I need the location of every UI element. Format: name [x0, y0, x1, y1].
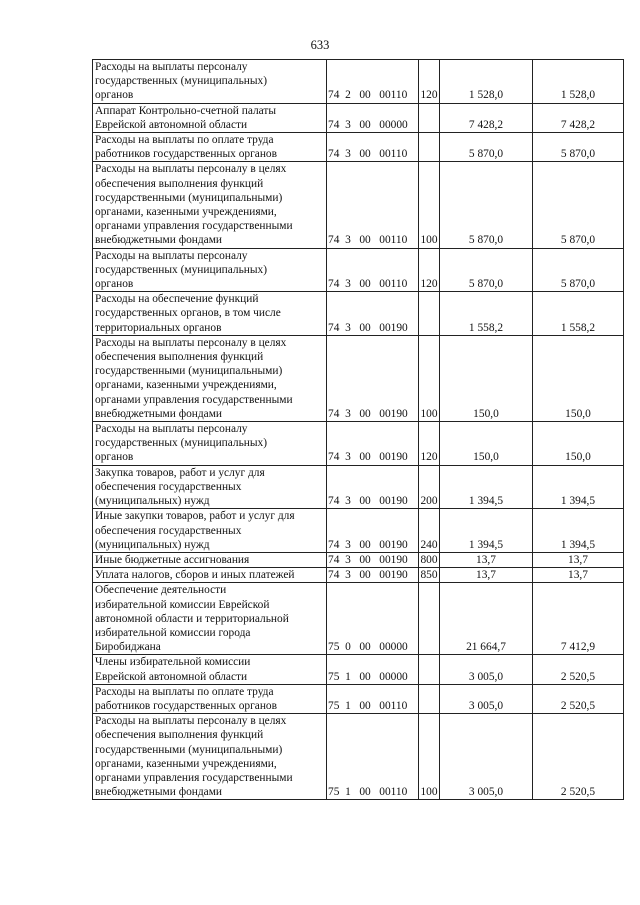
description-line: внебюджетными фондами: [95, 786, 223, 799]
description-line: государственными (муниципальными): [95, 743, 283, 756]
description-line: Иные закупки товаров, работ и услуг для: [95, 510, 295, 523]
code-cell: 74 3 00 00190: [327, 335, 419, 421]
description-line: органами управления государственными: [95, 220, 293, 233]
amount-cell: 3 005,0: [440, 714, 533, 800]
expense-type-cell: [419, 583, 440, 655]
amount-cell: 13,7: [440, 568, 533, 583]
description-line: (муниципальных) нужд: [95, 538, 210, 551]
amount-cell: 1 394,5: [440, 509, 533, 553]
table-row: [93, 103, 624, 132]
expense-type-cell: 100: [419, 335, 440, 421]
table-row: [93, 568, 624, 583]
expense-type-cell: [419, 103, 440, 132]
amount-cell: 3 005,0: [440, 655, 533, 684]
table-row: [93, 684, 624, 713]
code-cell: 74 3 00 00110: [327, 133, 419, 162]
table-row: [93, 465, 624, 509]
table-row: [93, 714, 624, 800]
code-cell: 74 2 00 00110: [327, 60, 419, 104]
description-cell: [93, 684, 327, 713]
description-cell: [93, 552, 327, 567]
amount-cell: 2 520,5: [533, 684, 624, 713]
description-cell: [93, 60, 327, 104]
description-line: органами, казенными учреждениями,: [95, 379, 277, 392]
description-line: Расходы на обеспечение функций: [95, 293, 259, 306]
description-line: обеспечения выполнения функций: [95, 351, 264, 364]
code-cell: 74 3 00 00000: [327, 103, 419, 132]
description-line: государственных (муниципальных): [95, 437, 268, 450]
description-cell: [93, 103, 327, 132]
table-row: [93, 292, 624, 336]
code-cell: 74 3 00 00190: [327, 568, 419, 583]
budget-table-body: [93, 60, 624, 800]
table-row: [93, 655, 624, 684]
expense-type-cell: [419, 133, 440, 162]
amount-cell: 5 870,0: [533, 248, 624, 292]
description-line: Расходы на выплаты персоналу в целях: [95, 163, 287, 176]
amount-cell: 3 005,0: [440, 684, 533, 713]
description-cell: [93, 133, 327, 162]
description-line: автономной области и территориальной: [95, 612, 289, 625]
amount-cell: 2 520,5: [533, 714, 624, 800]
description-line: Расходы на выплаты по оплате труда: [95, 134, 274, 147]
amount-cell: 5 870,0: [533, 162, 624, 248]
description-line: внебюджетными фондами: [95, 234, 223, 247]
amount-cell: 5 870,0: [440, 248, 533, 292]
table-row: [93, 335, 624, 421]
code-cell: 74 3 00 00110: [327, 248, 419, 292]
amount-cell: 5 870,0: [440, 162, 533, 248]
amount-cell: 1 558,2: [533, 292, 624, 336]
code-cell: 74 3 00 00190: [327, 552, 419, 567]
amount-cell: 13,7: [533, 552, 624, 567]
description-line: государственных органов, в том числе: [95, 307, 281, 320]
description-cell: [93, 162, 327, 248]
expense-type-cell: 120: [419, 60, 440, 104]
description-cell: [93, 335, 327, 421]
amount-cell: 1 394,5: [533, 465, 624, 509]
amount-cell: 5 870,0: [533, 133, 624, 162]
expense-type-cell: 240: [419, 509, 440, 553]
amount-cell: 7 428,2: [533, 103, 624, 132]
amount-cell: 1 558,2: [440, 292, 533, 336]
table-row: [93, 583, 624, 655]
description-line: Расходы на выплаты по оплате труда: [95, 685, 274, 698]
code-cell: 75 1 00 00110: [327, 714, 419, 800]
description-line: органами управления государственными: [95, 771, 293, 784]
description-cell: [93, 568, 327, 583]
description-line: Расходы на выплаты персоналу в целях: [95, 715, 287, 728]
code-cell: 74 3 00 00190: [327, 465, 419, 509]
table-row: [93, 509, 624, 553]
amount-cell: 150,0: [533, 422, 624, 466]
table-row: [93, 552, 624, 567]
description-line: государственных (муниципальных): [95, 75, 268, 88]
description-line: Биробиджана: [95, 641, 161, 654]
description-line: органами, казенными учреждениями,: [95, 757, 277, 770]
amount-cell: 150,0: [533, 335, 624, 421]
description-line: работников государственных органов: [95, 699, 278, 712]
amount-cell: 150,0: [440, 335, 533, 421]
description-line: территориальных органов: [95, 321, 222, 334]
amount-cell: 5 870,0: [440, 133, 533, 162]
table-row: [93, 133, 624, 162]
expense-type-cell: [419, 684, 440, 713]
description-line: Еврейской автономной области: [95, 670, 248, 683]
table-row: [93, 248, 624, 292]
table-row: [93, 60, 624, 104]
amount-cell: 150,0: [440, 422, 533, 466]
description-line: органов: [95, 451, 134, 464]
expense-type-cell: 850: [420, 569, 438, 582]
description-line: государственными (муниципальными): [95, 365, 283, 378]
expense-type-cell: 100: [419, 714, 440, 800]
description-line: избирательной комиссии города: [95, 626, 251, 639]
amount-cell: 13,7: [440, 552, 533, 567]
description-cell: [93, 422, 327, 466]
description-line: государственными (муниципальными): [95, 191, 283, 204]
code-cell: 74 3 00 00190: [327, 509, 419, 553]
amount-cell: 1 394,5: [533, 509, 624, 553]
description-cell: [93, 714, 327, 800]
table-row: [93, 422, 624, 466]
description-line: органами управления государственными: [95, 393, 293, 406]
description-line: внебюджетными фондами: [95, 407, 223, 420]
description-line: Расходы на выплаты персоналу в целях: [95, 336, 287, 349]
description-line: обеспечения государственных: [95, 480, 242, 493]
amount-cell: 2 520,5: [533, 655, 624, 684]
amount-cell: 1 394,5: [440, 465, 533, 509]
code-cell: 75 1 00 00000: [327, 655, 419, 684]
code-cell: 75 0 00 00000: [327, 583, 419, 655]
expense-type-cell: 120: [419, 248, 440, 292]
expense-type-cell: 800: [420, 553, 438, 566]
page-number: 633: [310, 38, 330, 52]
description-line: Обеспечение деятельности: [95, 584, 227, 597]
description-line: органами, казенными учреждениями,: [95, 206, 277, 219]
description-line: Иные бюджетные ассигнования: [95, 553, 250, 566]
description-line: Аппарат Контрольно-счетной палаты: [95, 104, 277, 117]
description-line: Члены избирательной комиссии: [95, 656, 251, 669]
amount-cell: 21 664,7: [440, 583, 533, 655]
expense-type-cell: 200: [419, 465, 440, 509]
expense-type-cell: 100: [419, 162, 440, 248]
description-line: Закупка товаров, работ и услуг для: [95, 466, 265, 479]
description-line: органов: [95, 89, 134, 102]
code-cell: 74 3 00 00190: [327, 422, 419, 466]
description-cell: [93, 248, 327, 292]
description-line: Расходы на выплаты персоналу: [95, 61, 248, 73]
description-line: работников государственных органов: [95, 148, 278, 161]
description-line: избирательной комиссии Еврейской: [95, 598, 270, 611]
description-line: Расходы на выплаты персоналу: [95, 423, 248, 436]
amount-cell: 7 412,9: [533, 583, 624, 655]
table-row: [93, 162, 624, 248]
description-line: органов: [95, 278, 134, 291]
description-cell: [93, 583, 327, 655]
amount-cell: 1 528,0: [440, 60, 533, 104]
amount-cell: 13,7: [533, 568, 624, 583]
description-cell: [93, 292, 327, 336]
description-cell: [93, 465, 327, 509]
amount-cell: 1 528,0: [533, 60, 624, 104]
description-line: (муниципальных) нужд: [95, 495, 210, 508]
description-cell: [93, 509, 327, 553]
budget-table: [92, 59, 624, 800]
description-line: обеспечения государственных: [95, 524, 242, 537]
description-line: Еврейской автономной области: [95, 118, 248, 131]
expense-type-cell: 120: [419, 422, 440, 466]
expense-type-cell: [419, 292, 440, 336]
description-line: обеспечения выполнения функций: [95, 729, 264, 742]
description-line: Расходы на выплаты персоналу: [95, 249, 248, 262]
code-cell: 75 1 00 00110: [327, 684, 419, 713]
code-cell: 74 3 00 00110: [327, 162, 419, 248]
description-cell: [93, 655, 327, 684]
code-cell: 74 3 00 00190: [327, 292, 419, 336]
amount-cell: 7 428,2: [440, 103, 533, 132]
description-line: государственных (муниципальных): [95, 263, 268, 276]
description-line: обеспечения выполнения функций: [95, 177, 264, 190]
expense-type-cell: [419, 655, 440, 684]
description-line: Уплата налогов, сборов и иных платежей: [95, 569, 295, 582]
